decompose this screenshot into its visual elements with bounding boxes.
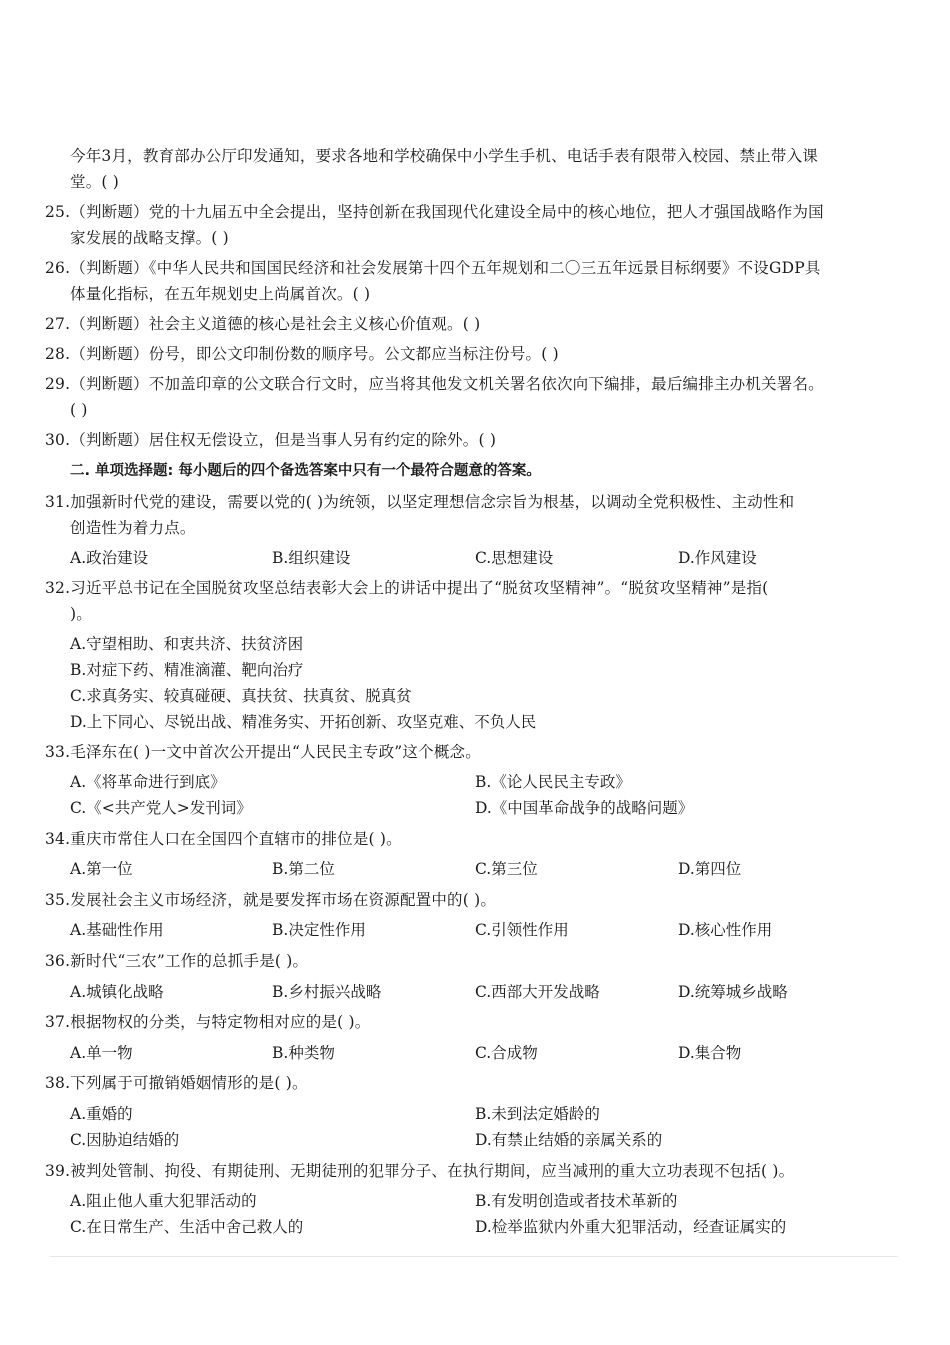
question-31-option-c: C.思想建设 [475,549,554,567]
question-37-stem: 37.根据物权的分类，与特定物相对应的是( )。 [45,1013,371,1031]
question-35-option-b: B.决定性作用 [272,921,366,939]
intro-line-1: 今年3月，教育部办公厅印发通知，要求各地和学校确保中小学生手机、电话手表有限带入校园、禁止带入课 [70,147,818,165]
question-26-line-2: 体量化指标，在五年规划史上尚属首次。( ) [70,285,371,303]
question-35-option-d: D.核心性作用 [678,921,773,939]
question-39-stem: 39.被判处管制、拘役、有期徒刑、无期徒刑的犯罪分子、在执行期间，应当减刑的重大立功表现不包括( )。 [45,1162,795,1180]
question-32-stem-2: )。 [70,605,92,623]
question-33-option-b: B.《论人民民主专政》 [475,773,631,791]
question-33-option-a: A.《将革命进行到底》 [70,773,226,791]
question-36-option-d: D.统筹城乡战略 [678,983,788,1001]
question-29-line-2: ( ) [70,401,88,419]
question-36-option-b: B.乡村振兴战略 [272,983,382,1001]
question-37-option-b: B.种类物 [272,1044,335,1062]
question-38-option-c: C.因胁迫结婚的 [70,1131,180,1149]
question-39-option-b: B.有发明创造或者技术革新的 [475,1192,678,1210]
question-32-option-b: B.对症下药、精准滴灌、靶向治疗 [70,661,304,679]
question-38-option-a: A.重婚的 [70,1105,133,1123]
section-title: 二. 单项选择题: 每小题后的四个备选答案中只有一个最符合题意的答案。 [70,463,541,479]
question-33-option-c: C.《<共产党人>发刊词》 [70,799,252,817]
question-33-option-d: D.《中国革命战争的战略问题》 [475,799,694,817]
question-36-option-a: A.城镇化战略 [70,983,164,1001]
question-25-line-2: 家发展的战略支撑。( ) [70,229,229,247]
question-37-option-c: C.合成物 [475,1044,538,1062]
question-34-option-c: C.第三位 [475,860,538,878]
question-34-stem: 34.重庆市常住人口在全国四个直辖市的排位是( )。 [45,830,402,848]
question-39-option-d: D.检举监狱内外重大犯罪活动，经查证属实的 [475,1218,787,1236]
question-34-option-b: B.第二位 [272,860,335,878]
question-38-stem: 38.下列属于可撤销婚姻情形的是( )。 [45,1074,308,1092]
question-37-option-a: A.单一物 [70,1044,133,1062]
question-34-option-a: A.第一位 [70,860,133,878]
question-27: 27.（判断题）社会主义道德的核心是社会主义核心价值观。( ) [45,315,481,333]
question-32-option-a: A.守望相助、和衷共济、扶贫济困 [70,635,304,653]
question-39-option-a: A.阻止他人重大犯罪活动的 [70,1192,257,1210]
question-38-option-d: D.有禁止结婚的亲属关系的 [475,1131,663,1149]
bottom-divider [50,1256,898,1257]
question-38-option-b: B.未到法定婚龄的 [475,1105,600,1123]
question-32-option-d: D.上下同心、尽锐出战、精准务实、开拓创新、攻坚克难、不负人民 [70,713,537,731]
question-33-stem: 33.毛泽东在( )一文中首次公开提出“人民民主专政”这个概念。 [45,743,481,761]
question-37-option-d: D.集合物 [678,1044,742,1062]
question-35-option-c: C.引领性作用 [475,921,569,939]
intro-line-2: 堂。( ) [70,173,120,191]
question-31-stem-1: 31.加强新时代党的建设，需要以党的( )为统领，以坚定理想信念宗旨为根基，以调动全党积极性、主动性和 [45,493,795,511]
question-25-line-1: 25.（判断题）党的十九届五中全会提出，坚持创新在我国现代化建设全局中的核心地位，把人才强国战略作为国 [45,203,824,221]
question-32-stem-1: 32.习近平总书记在全国脱贫攻坚总结表彰大会上的讲话中提出了“脱贫攻坚精神”。“脱贫攻坚精神”是指( [45,579,769,597]
question-30: 30.（判断题）居住权无偿设立，但是当事人另有约定的除外。( ) [45,431,497,449]
question-29-line-1: 29.（判断题）不加盖印章的公文联合行文时，应当将其他发文机关署名依次向下编排，最后编排主办机关署名。 [45,375,824,393]
question-36-stem: 36.新时代“三农”工作的总抓手是( )。 [45,952,309,970]
question-31-option-a: A.政治建设 [70,549,149,567]
question-39-option-c: C.在日常生产、生活中舍己救人的 [70,1218,304,1236]
question-34-option-d: D.第四位 [678,860,742,878]
question-35-stem: 35.发展社会主义市场经济，就是要发挥市场在资源配置中的( )。 [45,891,497,909]
question-26-line-1: 26.（判断题）《中华人民共和国国民经济和社会发展第十四个五年规划和二〇三五年远景目标纲要》不设GDP具 [45,259,821,277]
question-31-option-b: B.组织建设 [272,549,351,567]
question-32-option-c: C.求真务实、较真碰硬、真扶贫、扶真贫、脱真贫 [70,687,412,705]
question-31-stem-2: 创造性为着力点。 [70,519,196,537]
question-36-option-c: C.西部大开发战略 [475,983,600,1001]
question-28: 28.（判断题）份号，即公文印制份数的顺序号。公文都应当标注份号。( ) [45,345,559,363]
question-31-option-d: D.作风建设 [678,549,757,567]
question-35-option-a: A.基础性作用 [70,921,164,939]
